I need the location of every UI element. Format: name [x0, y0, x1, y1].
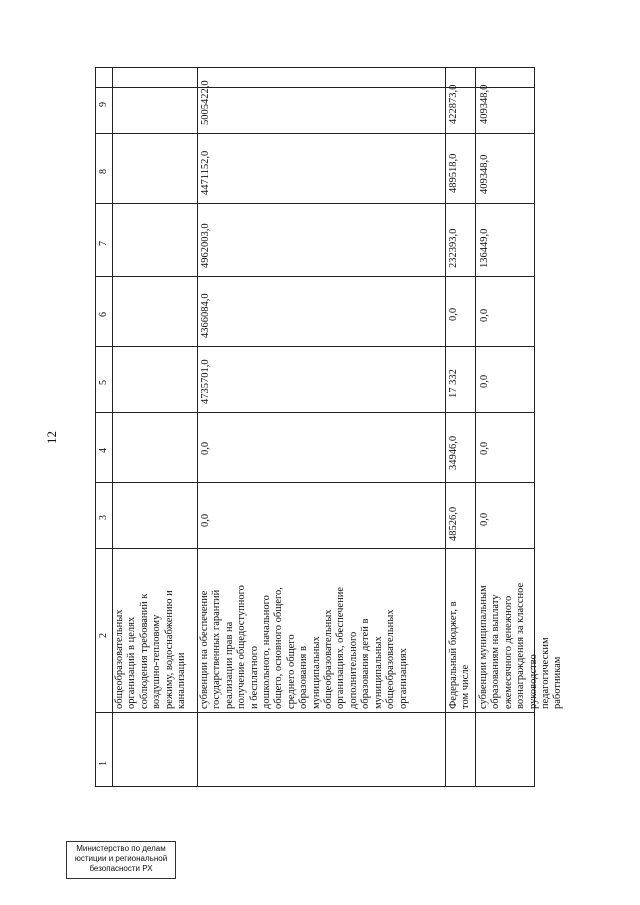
table-cell: 409348,0 — [479, 84, 490, 124]
col-divider — [95, 133, 535, 134]
table-cell: 0,0 — [479, 374, 490, 388]
header-col-4: 4 — [98, 448, 109, 453]
col-divider — [95, 482, 535, 483]
header-col-5: 5 — [98, 380, 109, 385]
table-cell: 489518,0 — [448, 153, 459, 193]
table-cell: 4735701,0 — [200, 359, 211, 404]
col-divider — [95, 548, 535, 549]
table-cell: 17 332 — [448, 369, 459, 398]
row-description: субвенции муниципальным образованиям на выплату ежемесячного денежного вознаграждения за классное руководство педагогическим работникам — [478, 582, 564, 709]
table-cell: 422873,0 — [448, 84, 459, 124]
header-col-1: 1 — [98, 761, 109, 766]
row-divider — [475, 67, 476, 787]
registration-stamp: Министерство по делам юстиции и региональной безопасности РХ — [66, 841, 176, 879]
table-cell: 409348,0 — [479, 154, 490, 194]
table-cell: 0,0 — [200, 513, 211, 527]
row-description: общеобразовательных организаций в целях соблюдения требований к воздушно-тепловому режиму, водоснабжению и канализации — [114, 590, 188, 709]
table-cell: 4962003,0 — [200, 223, 211, 268]
row-divider — [445, 67, 446, 787]
col-divider — [95, 87, 535, 88]
row-divider — [112, 67, 113, 787]
header-col-9: 9 — [98, 102, 109, 107]
page-number: 12 — [44, 431, 59, 444]
header-col-2: 2 — [98, 633, 109, 638]
table-cell: 0,0 — [479, 512, 490, 526]
header-col-3: 3 — [98, 515, 109, 520]
table-cell: 4366084,0 — [200, 293, 211, 338]
table-cell: 0,0 — [479, 308, 490, 322]
table-cell: 0,0 — [479, 441, 490, 455]
col-divider — [95, 412, 535, 413]
table-cell: 48526,0 — [448, 506, 459, 541]
table-cell: 34946,0 — [448, 435, 459, 470]
col-divider — [95, 712, 535, 713]
header-col-6: 6 — [98, 312, 109, 317]
table-cell: 136449,0 — [479, 228, 490, 268]
row-divider — [197, 67, 198, 787]
table-cell: 4471152,0 — [200, 150, 211, 195]
row-description: субвенции на обеспечение государственных гарантий реализации прав на получение общедоступного и бесплатного дошкольного, начального общего, основного общего, среднего общего образования в муниципальных общеобразовательных организациях, обеспечение дополнительного образования детей в муниципальных общеобразовательных организациях — [199, 585, 409, 709]
table-cell: 232393,0 — [448, 228, 459, 268]
table-cell: 0,0 — [448, 307, 459, 321]
table-cell: 0,0 — [200, 441, 211, 455]
col-divider — [95, 203, 535, 204]
table-cell: 5005422,0 — [200, 80, 211, 125]
row-description: Федеральный бюджет, в том числе — [448, 601, 472, 709]
col-divider — [95, 346, 535, 347]
header-col-7: 7 — [98, 241, 109, 246]
header-col-8: 8 — [98, 169, 109, 174]
col-divider — [95, 276, 535, 277]
